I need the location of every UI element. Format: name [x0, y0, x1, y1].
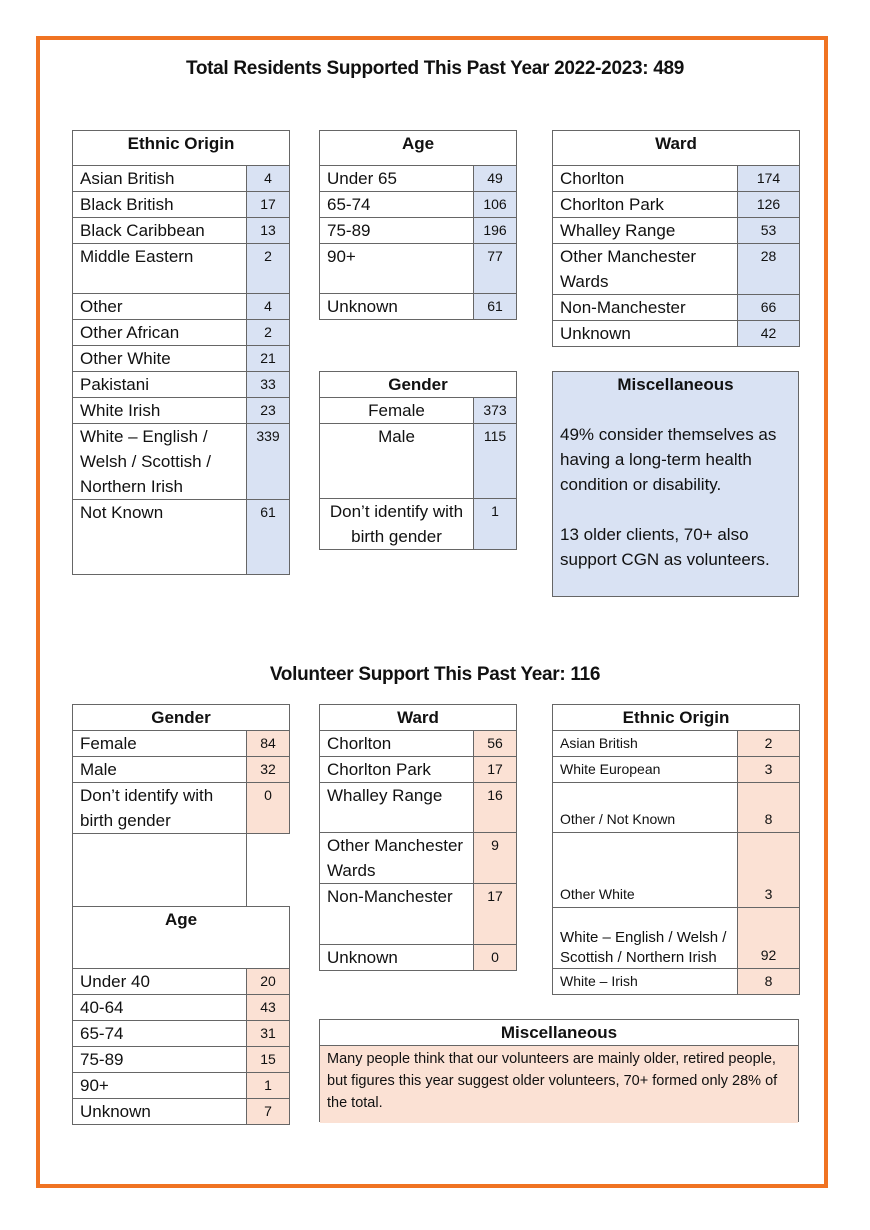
table-row: Don’t identify with birth gender 0 — [73, 783, 290, 834]
table-row: Unknown 0 — [320, 945, 517, 971]
residents-title: Total Residents Supported This Past Year 2022-2023: 489 — [185, 58, 685, 79]
table-row: 75-89 15 — [73, 1047, 290, 1073]
table-header: Ethnic Origin — [73, 131, 290, 166]
table-row: Other White 21 — [73, 346, 290, 372]
table-row: Under 65 49 — [320, 166, 517, 192]
table-header: Ethnic Origin — [553, 705, 800, 731]
table-row: Other Manchester Wards 28 — [553, 244, 800, 295]
table-row: Chorlton Park 126 — [553, 192, 800, 218]
table-row: Black Caribbean 13 — [73, 218, 290, 244]
misc-header: Miscellaneous — [617, 375, 734, 394]
table-row: White – English / Welsh / Scottish / Northern Irish 92 — [553, 908, 800, 969]
table-row: Not Known 61 — [73, 500, 290, 575]
table-row: White European 3 — [553, 757, 800, 783]
table-row: Male 32 — [73, 757, 290, 783]
empty-row — [73, 834, 290, 908]
misc-paragraph: 13 older clients, 70+ also support CGN as volunteers. — [560, 525, 770, 569]
table-row: Asian British 4 — [73, 166, 290, 192]
table-row: Don’t identify with birth gender 1 — [320, 499, 517, 550]
volunteers-ward-table — [319, 704, 517, 971]
table-row: Other White 3 — [553, 833, 800, 908]
table-header: Ward — [553, 131, 800, 166]
table-row: Middle Eastern 2 — [73, 244, 290, 294]
table-row: Pakistani 33 — [73, 372, 290, 398]
volunteers-ethnic-origin-table — [552, 704, 800, 995]
table-row: 65-74 31 — [73, 1021, 290, 1047]
table-row: Other 4 — [73, 294, 290, 320]
table-row: Non-Manchester 66 — [553, 295, 800, 321]
table-row: Other African 2 — [73, 320, 290, 346]
misc-paragraph: 49% consider themselves as having a long-term health condition or disability. — [560, 425, 777, 494]
table-header: Age — [320, 131, 517, 166]
table-row: Under 40 20 — [73, 969, 290, 995]
table-row: 40-64 43 — [73, 995, 290, 1021]
table-row: Black British 17 — [73, 192, 290, 218]
table-row: 90+ 77 — [320, 244, 517, 294]
volunteers-misc-box — [319, 1019, 799, 1122]
residents-ethnic-origin-table — [72, 130, 290, 575]
table-row: Unknown 7 — [73, 1099, 290, 1125]
table-row: Chorlton 174 — [553, 166, 800, 192]
table-row: 90+ 1 — [73, 1073, 290, 1099]
table-header: Gender — [73, 705, 290, 731]
residents-age-table — [319, 130, 517, 320]
table-row: White Irish 23 — [73, 398, 290, 424]
table-row: Asian British 2 — [553, 731, 800, 757]
table-row: Female 373 — [320, 398, 517, 424]
misc-text: Many people think that our volunteers are mainly older, retired people, but figures this year suggest older volunteers, 70+ formed only 28% of the total. — [320, 1046, 798, 1123]
table-header: Age — [73, 907, 290, 969]
table-row: Female 84 — [73, 731, 290, 757]
table-row: Non-Manchester 17 — [320, 884, 517, 945]
volunteers-title: Volunteer Support This Past Year: 116 — [269, 664, 601, 685]
residents-gender-table — [319, 371, 517, 550]
table-row: Male 115 — [320, 424, 517, 499]
table-row: 65-74 106 — [320, 192, 517, 218]
table-row: Other / Not Known 8 — [553, 783, 800, 833]
table-row: Whalley Range 16 — [320, 783, 517, 833]
residents-ward-table — [552, 130, 800, 347]
table-row: White – Irish 8 — [553, 969, 800, 995]
residents-misc-box — [552, 371, 799, 597]
table-row: Chorlton Park 17 — [320, 757, 517, 783]
table-row: Unknown 42 — [553, 321, 800, 347]
table-row: Whalley Range 53 — [553, 218, 800, 244]
table-row: Other Manchester Wards 9 — [320, 833, 517, 884]
table-header: Gender — [320, 372, 517, 398]
misc-header: Miscellaneous — [320, 1020, 798, 1046]
volunteers-age-table — [72, 906, 290, 1125]
table-row: White – English / Welsh / Scottish / Northern Irish 339 — [73, 424, 290, 500]
table-row: 75-89 196 — [320, 218, 517, 244]
table-row: Chorlton 56 — [320, 731, 517, 757]
table-row: Unknown 61 — [320, 294, 517, 320]
volunteers-gender-table — [72, 704, 290, 908]
table-header: Ward — [320, 705, 517, 731]
